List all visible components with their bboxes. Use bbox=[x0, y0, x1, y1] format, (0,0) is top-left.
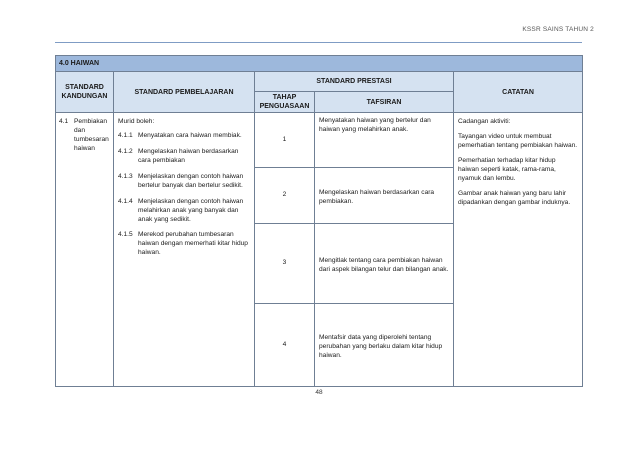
pembelajaran-text: Menyatakan cara haiwan membiak. bbox=[138, 132, 242, 140]
curriculum-table bbox=[55, 55, 583, 387]
tahap-cell: 3 bbox=[255, 224, 315, 304]
header-catatan: CATATAN bbox=[454, 72, 583, 113]
section-title: 4.0 HAIWAN bbox=[56, 56, 583, 72]
header-standard-pembelajaran: STANDARD PEMBELAJARAN bbox=[114, 72, 255, 113]
header-rule bbox=[55, 42, 582, 43]
pembelajaran-number: 4.1.4 bbox=[118, 197, 133, 205]
kandungan-text: Pembiakan dan tumbesaran haiwan bbox=[74, 118, 109, 153]
pembelajaran-number: 4.1.2 bbox=[118, 148, 133, 156]
catatan-paragraph: Pemerhatian terhadap kitar hidup haiwan seperti katak, rama-rama, nyamuk dan lembu. bbox=[458, 157, 556, 182]
tahap-cell: 2 bbox=[255, 168, 315, 224]
tafsiran-cell: Menyatakan haiwan yang bertelur dan haiwan yang melahirkan anak. bbox=[315, 113, 454, 168]
pembelajaran-text: Merekod perubahan tumbesaran haiwan dengan memerhati kitar hidup haiwan. bbox=[138, 231, 248, 257]
pembelajaran-number: 4.1.3 bbox=[118, 173, 133, 180]
table-row bbox=[56, 113, 583, 168]
catatan-cell bbox=[454, 113, 583, 387]
catatan-paragraph: Tayangan video untuk membuat pemerhatian tentang pembiakan haiwan. bbox=[458, 133, 578, 150]
list-item bbox=[118, 198, 250, 225]
pembelajaran-text: Menjelaskan dengan contoh haiwan melahirkan anak yang banyak dan anak yang sedikit. bbox=[138, 197, 244, 223]
catatan-heading: Cadangan aktiviti: bbox=[458, 118, 511, 126]
pembelajaran-intro: Murid boleh: bbox=[118, 118, 155, 126]
pembelajaran-text: Menjelaskan dengan contoh haiwan bertelur banyak dan bertelur sedikit. bbox=[138, 173, 244, 189]
header-standard-kandungan: STANDARD KANDUNGAN bbox=[56, 72, 114, 113]
header-tahap-penguasaan: TAHAP PENGUASAAN bbox=[255, 92, 315, 113]
pembelajaran-text: Mengelaskan haiwan berdasarkan cara pembiakan bbox=[138, 148, 239, 165]
kandungan-cell bbox=[56, 113, 114, 387]
pembelajaran-cell bbox=[114, 113, 255, 387]
header-tafsiran: TAFSIRAN bbox=[315, 92, 454, 113]
header-standard-prestasi: STANDARD PRESTASI bbox=[255, 72, 454, 92]
catatan-paragraph: Gambar anak haiwan yang baru lahir dipadankan dengan gambar induknya. bbox=[458, 189, 571, 206]
tafsiran-cell: Mengitlak tentang cara pembiakan haiwan dari aspek bilangan telur dan bilangan anak. bbox=[315, 224, 454, 304]
tafsiran-cell: Mentafsir data yang diperolehi tentang perubahan yang berlaku dalam kitar hidup haiwan. bbox=[315, 304, 454, 387]
pembelajaran-number: 4.1.5 bbox=[118, 231, 133, 239]
list-item bbox=[118, 132, 250, 141]
tahap-cell: 4 bbox=[255, 304, 315, 387]
tafsiran-cell: Mengelaskan haiwan berdasarkan cara pembiakan. bbox=[315, 168, 454, 224]
kandungan-number: 4.1 bbox=[59, 118, 69, 126]
header-row-main bbox=[56, 72, 583, 92]
pembelajaran-number: 4.1.1 bbox=[118, 132, 133, 140]
page-number: 48 bbox=[315, 389, 323, 396]
list-item bbox=[118, 148, 250, 166]
list-item bbox=[118, 231, 250, 258]
running-header: KSSR SAINS TAHUN 2 bbox=[522, 26, 594, 33]
list-item bbox=[118, 173, 250, 191]
tahap-cell: 1 bbox=[255, 113, 315, 168]
section-title-row bbox=[56, 56, 583, 72]
